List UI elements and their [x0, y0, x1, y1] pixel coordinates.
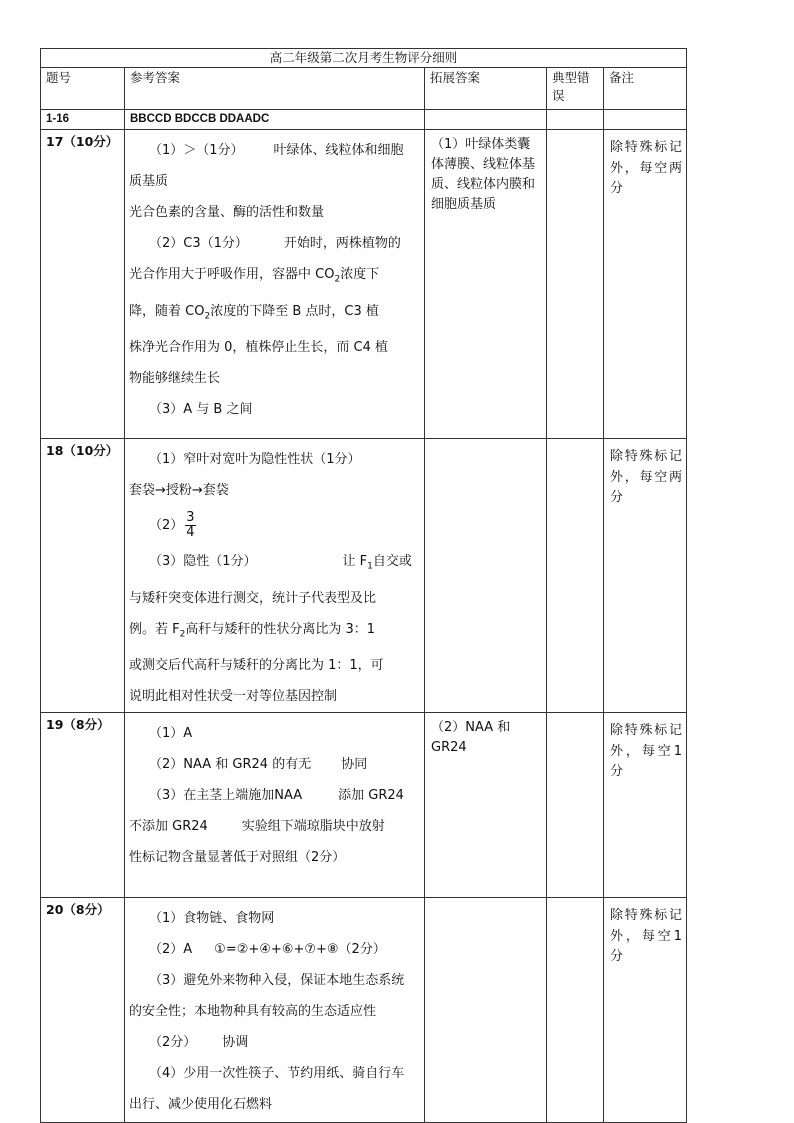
answer-line: 协调 [222, 1035, 249, 1051]
question-number: 17（10分） [41, 130, 125, 439]
table-row [41, 110, 687, 130]
subscript: 1 [367, 561, 373, 572]
answer-line: 株净光合作用为 0，植株停止生长，而 C4 植 [129, 340, 389, 356]
scoring-sheet [40, 48, 686, 1123]
note-cell: 除特殊标记外，每空两分 [604, 130, 687, 439]
answer-line: 例。若 F [129, 621, 180, 637]
answer-line: （1）A [149, 726, 193, 742]
answer-line: 高秆与矮秆的性状分离比为 3：1 [185, 621, 376, 637]
answer-line: （1）＞（1分） [149, 143, 244, 158]
error-cell [547, 110, 604, 130]
answer-line: 浓度下 [340, 267, 380, 282]
answer-line: （3）避免外来物种入侵，保证本地生态系统 [149, 973, 405, 989]
answer-line: （2）A [149, 942, 193, 958]
answer-line: （3）隐性（1分） [149, 554, 257, 569]
answer-line: 质基质 [129, 174, 169, 189]
error-cell [547, 130, 604, 439]
question-number: 18（10分） [41, 439, 125, 713]
answer-line: 出行、减少使用化石燃料 [129, 1097, 273, 1113]
answer-line: 实验组下端琼脂块中放射 [241, 819, 385, 835]
answer-cell [125, 713, 425, 898]
subscript: 2 [204, 311, 211, 322]
answer-line: 光合作用大于呼吸作用，容器中 CO [129, 267, 335, 282]
answer-line: 光合色素的含量、酶的活性和数量 [129, 205, 325, 220]
answer-line: ①=②+④+⑥+⑦+⑧（2分） [214, 942, 386, 958]
answer-cell: BBCCD BDCCB DDAADC [125, 110, 425, 130]
fraction-numerator: 3 [186, 510, 195, 525]
answer-line: 自交或 [372, 554, 412, 569]
answer-line: 或测交后代高秆与矮秆的分离比为 1：1，可 [129, 658, 384, 674]
answer-cell [125, 130, 425, 439]
question-number: 19（8分） [41, 713, 125, 898]
question-number: 1-16 [41, 110, 125, 130]
subscript: 2 [179, 629, 186, 640]
answer-line: （1）窄叶对宽叶为隐性性状（1分） [149, 452, 361, 467]
note-cell [604, 110, 687, 130]
error-cell [547, 439, 604, 713]
note-cell: 除特殊标记外，每空1分 [604, 898, 687, 1123]
answer-line: （4）少用一次性筷子、节约用纸、骑自行车 [149, 1066, 405, 1082]
error-cell [547, 713, 604, 898]
answer-line: （2分） [149, 1035, 197, 1051]
answer-line: 叶绿体、线粒体和细胞 [273, 143, 404, 158]
answer-line: （3）A 与 B 之间 [149, 402, 253, 418]
subscript: 2 [334, 274, 341, 285]
answer-line: （1）食物链、食物网 [149, 911, 275, 927]
table-row [41, 898, 687, 1123]
header-row [41, 68, 687, 110]
answer-line: 物能够继续生长 [129, 371, 221, 387]
fraction [185, 511, 195, 540]
extended-cell [425, 439, 547, 713]
answer-line: 添加 GR24 [338, 788, 404, 804]
answer-line: （3）在主茎上端施加NAA [149, 788, 303, 804]
answer-cell [125, 898, 425, 1123]
answer-line: 不添加 GR24 [129, 819, 208, 835]
header-typical-error: 典型错误 [547, 68, 604, 110]
answer-line: 协同 [341, 757, 368, 773]
answer-cell [125, 439, 425, 713]
answer-line: 说明此相对性状受一对等位基因控制 [129, 689, 338, 705]
table-row [41, 130, 687, 439]
extended-cell: （2）NAA 和 GR24 [425, 713, 547, 898]
answer-line: 浓度的下降至 B 点时，C3 植 [210, 303, 379, 319]
note-cell: 除特殊标记外，每空1分 [604, 713, 687, 898]
question-number: 20（8分） [41, 898, 125, 1123]
answer-line: 让 F [342, 554, 368, 569]
answer-line: 套袋→授粉→套袋 [129, 483, 229, 498]
answer-line: （2）C3（1分） [149, 236, 248, 251]
scoring-table [40, 48, 687, 1123]
error-cell [547, 898, 604, 1123]
answer-line: （2） [149, 518, 184, 533]
answer-line: 的安全性；本地物种具有较高的生态适应性 [129, 1004, 377, 1020]
table-title-row [41, 49, 687, 68]
header-note: 备注 [604, 68, 687, 110]
fraction-denominator: 4 [186, 525, 195, 540]
extended-cell [425, 898, 547, 1123]
extended-cell: （1）叶绿体类囊体薄膜、线粒体基质、线粒体内膜和细胞质基质 [425, 130, 547, 439]
header-answer: 参考答案 [125, 68, 425, 110]
page-title: 高二年级第二次月考生物评分细则 [41, 49, 687, 68]
extended-cell [425, 110, 547, 130]
answer-line: 降，随着 CO [129, 303, 205, 319]
answer-line: 性标记物含量显著低于对照组（2分） [129, 850, 346, 866]
header-question: 题号 [41, 68, 125, 110]
answer-line: 与矮秆突变体进行测交，统计子代表型及比 [129, 590, 377, 606]
answer-line: （2）NAA 和 GR24 的有无 [149, 757, 312, 773]
header-extended: 拓展答案 [425, 68, 547, 110]
table-row [41, 713, 687, 898]
table-row [41, 439, 687, 713]
note-cell: 除特殊标记外，每空两分 [604, 439, 687, 713]
answer-line: 开始时，两株植物的 [283, 236, 401, 251]
